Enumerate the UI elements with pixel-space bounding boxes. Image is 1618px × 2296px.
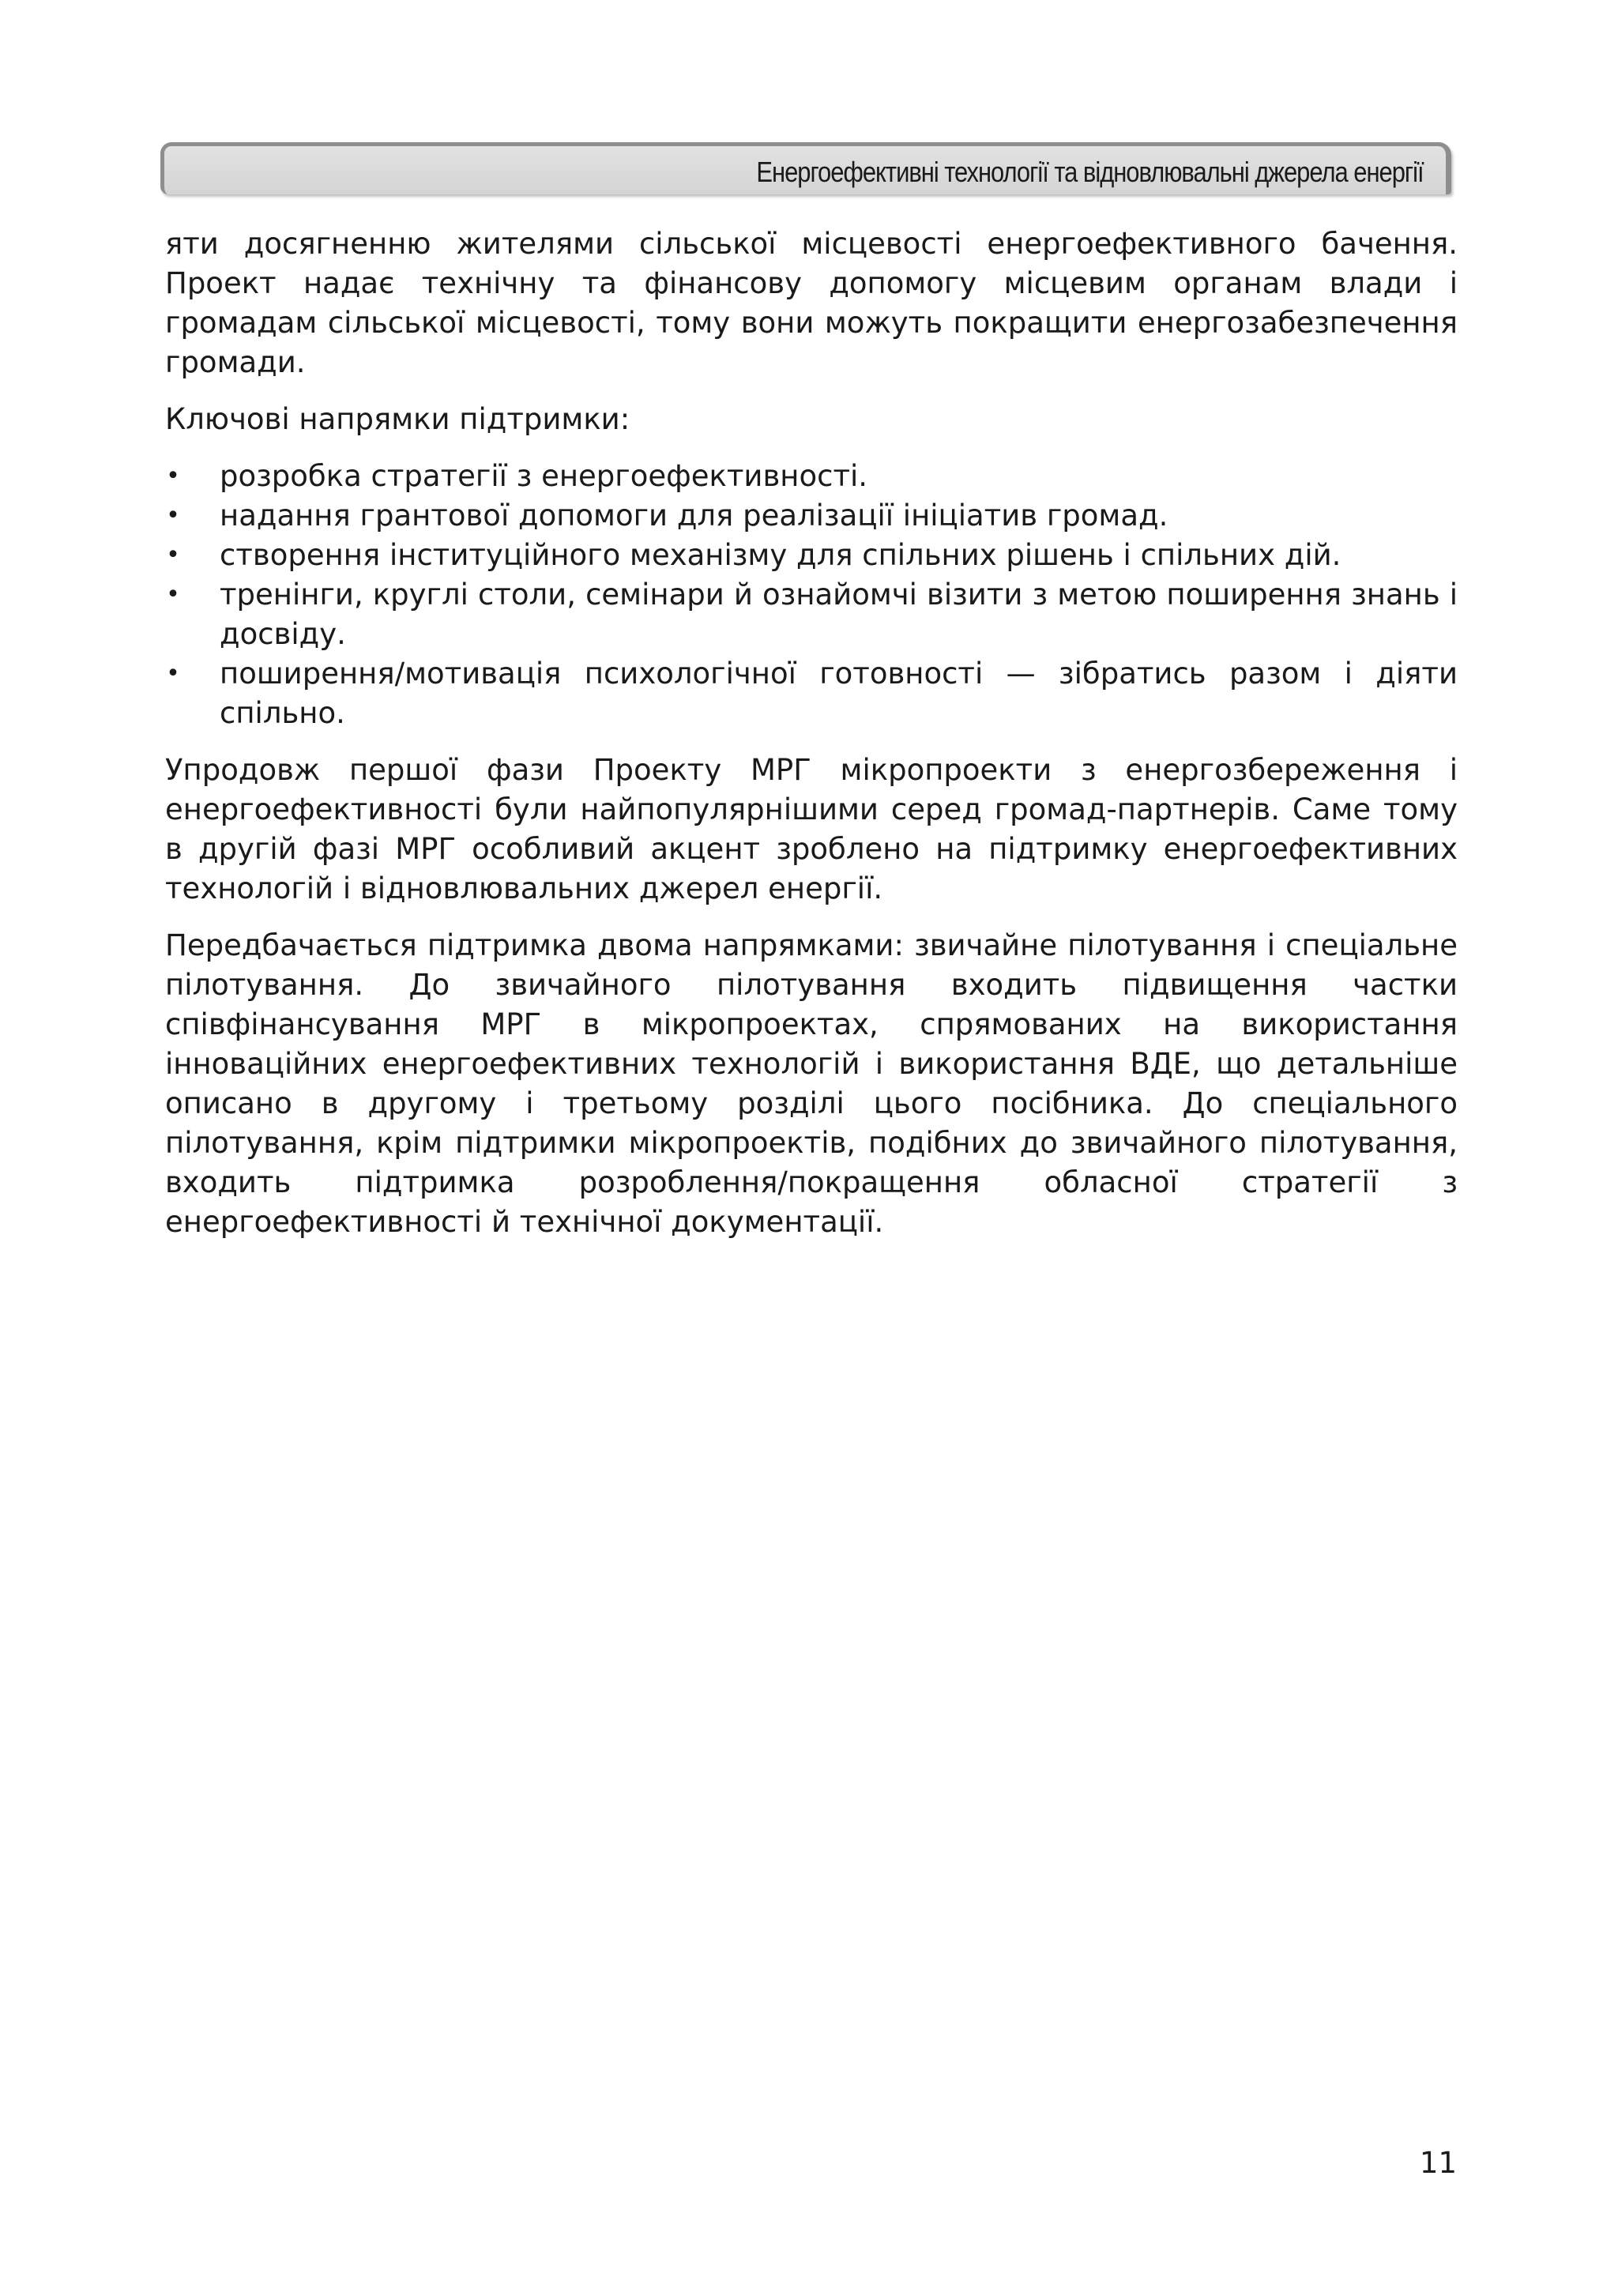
page-body	[165, 224, 1458, 1259]
piloting-paragraph: Передбачається підтримка двома напрямками: звичайне пілотування і спеціальне пілотування. До звичайного пілотування входить підвищення частки співфінансування МРГ в мікропроектах, спрямованих на використання інноваційних енергоефективних технологій і використання ВДЕ, що детальніше описано в другому і третьому розділі цього посібника. До спеціального пілотування, крім підтримки мікропроектів, подібних до звичайного пілотування, входить підтримка розроблення/покращення обласної стратегії з енергоефективності й технічної документації.	[165, 928, 1458, 1239]
bullet-icon: •	[166, 462, 180, 490]
support-directions-list	[165, 457, 1458, 733]
list-item-text: розробка стратегії з енергоефективності.	[220, 459, 868, 493]
bullet-icon: •	[166, 660, 180, 687]
page-number: 11	[1419, 2146, 1457, 2180]
running-header-bar	[160, 142, 1451, 194]
list-item-text: поширення/мотивація психологічної готовності — зібратись разом і діяти спільно.	[220, 657, 1458, 730]
intro-paragraph: яти досягненню жителями сільської місцевості енергоефективного бачення. Проект надає технічну та фінансову допомогу місцевим органам влади і громадам сільської місцевості, тому вони можуть покращити енергозабезпечення громади.	[165, 227, 1458, 379]
running-header-title: Енергоефективні технології та відновлювальні джерела енергії	[756, 156, 1424, 188]
list-item	[165, 496, 1458, 536]
list-item	[165, 654, 1458, 733]
first-phase-paragraph: Упродовж першої фази Проекту МРГ мікропроекти з енергозбереження і енергоефективності були найпопулярнішими серед громад-партнерів. Саме тому в другій фазі МРГ особливий акцент зроблено на підтримку енергоефективних технологій і відновлювальних джерел енергії.	[165, 753, 1458, 905]
list-item-text: створення інституційного механізму для спільних рішень і спільних дій.	[220, 538, 1341, 572]
bullet-icon: •	[166, 541, 180, 569]
list-item	[165, 457, 1458, 496]
bullet-icon: •	[166, 581, 180, 608]
bullet-icon: •	[166, 502, 180, 529]
key-directions-heading: Ключові напрямки підтримки:	[165, 402, 630, 436]
list-item	[165, 575, 1458, 654]
list-item	[165, 536, 1458, 575]
list-item-text: тренінги, круглі столи, семінари й ознайомчі візити з метою поширення знань і досвіду.	[220, 578, 1458, 651]
list-item-text: надання грантової допомоги для реалізації ініціатив громад.	[220, 499, 1168, 533]
